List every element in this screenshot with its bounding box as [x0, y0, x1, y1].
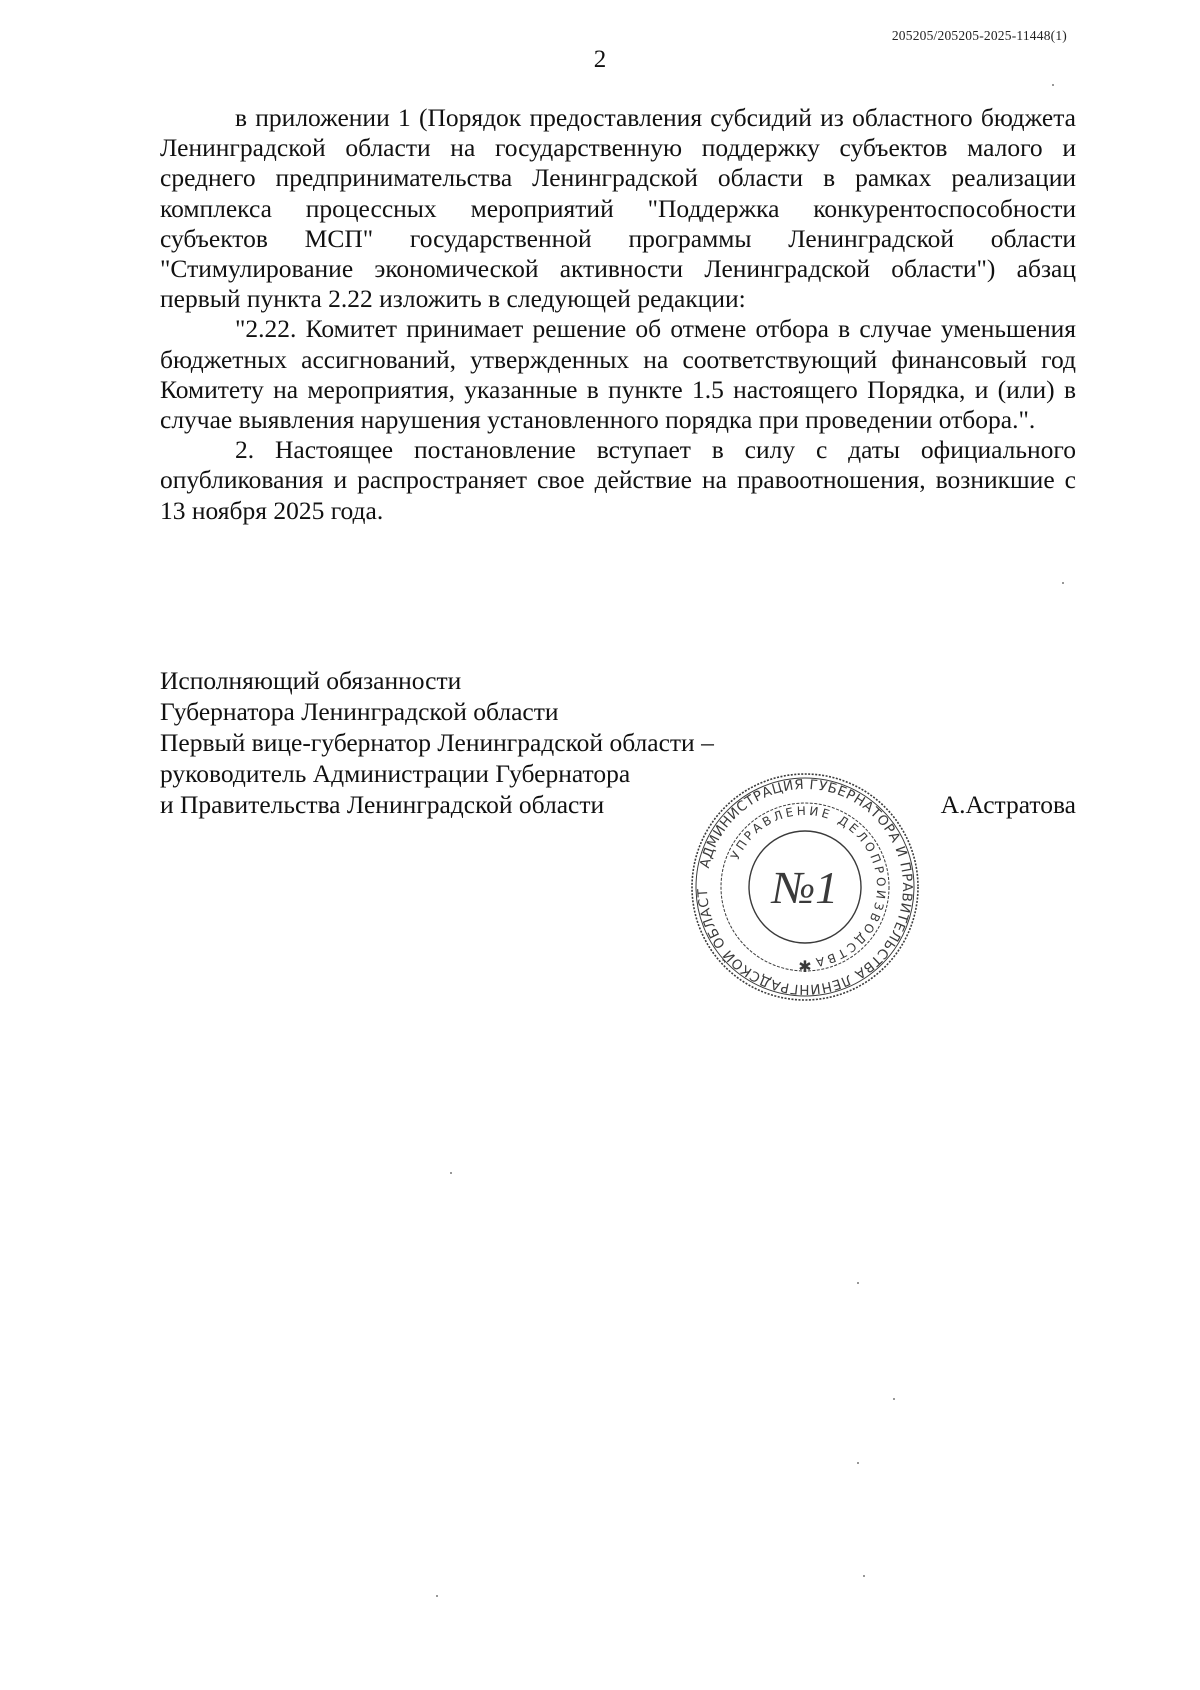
- document-id: 205205/205205-2025-11448(1): [891, 28, 1067, 43]
- signature-title-line: и Правительства Ленинградской области: [160, 790, 605, 819]
- seal-graphic: [685, 767, 925, 1007]
- paragraph-amendment-intro: в приложении 1 (Порядок предоставления субсидий из областного бюджета Ленинградской области на государственную поддержку субъектов малого и среднего предпринимательства Ленинградской области в рамках реализации комплекса процессных мероприятий "Поддержка конкурентоспособности субъектов МСП" государственной программы Ленинградской области "Стимулирование экономической активности Ленинградской области") абзац первый пункта 2.22 изложить в следующей редакции:: [160, 103, 1076, 314]
- paragraph-effective-date: 2. Настоящее постановление вступает в силу с даты официального опубликования и распространяет свое действие на правоотношения, возникшие с 13 ноября 2025 года.: [160, 435, 1076, 525]
- signature-block: [160, 665, 1076, 820]
- signature-title-line: Первый вице-губернатор Ленинградской области –: [160, 728, 714, 757]
- signature-title-line: руководитель Администрации Губернатора: [160, 759, 631, 788]
- signature-title-line: Исполняющий обязанности: [160, 666, 462, 695]
- scan-speck: [1062, 582, 1064, 584]
- seal-outer-text: АДМИНИСТРАЦИЯ ГУБЕРНАТОРА И ПРАВИТЕЛЬСТВА ЛЕНИНГРАДСКОЙ ОБЛАСТ: [694, 776, 916, 998]
- seal-number: №1: [771, 862, 839, 913]
- signature-title-line: Губернатора Ленинградской области: [160, 697, 559, 726]
- scan-speck: [450, 1172, 452, 1174]
- scan-speck: [893, 1398, 895, 1400]
- official-seal-stamp: [685, 767, 925, 1007]
- scan-speck: [857, 1462, 859, 1464]
- scan-speck: [1052, 84, 1054, 86]
- star-icon: ✱: [798, 957, 812, 976]
- signer-name: А.Астратова: [940, 790, 1076, 819]
- document-body: [160, 103, 1076, 526]
- paragraph-clause-2-22: "2.22. Комитет принимает решение об отмене отбора в случае уменьшения бюджетных ассигнований, утвержденных на соответствующий финансовый год Комитету на мероприятия, указанные в пункте 1.5 настоящего Порядка, и (или) в случае выявления нарушения установленного порядка при проведении отбора.".: [160, 314, 1076, 435]
- page-number: 2: [593, 46, 607, 73]
- seal-inner-text: УПРАВЛЕНИЕ ДЕЛОПРОИЗВОДСТВА: [727, 803, 889, 970]
- scan-speck: [857, 1282, 859, 1284]
- scan-speck: [436, 1595, 438, 1597]
- scan-speck: [863, 1575, 865, 1577]
